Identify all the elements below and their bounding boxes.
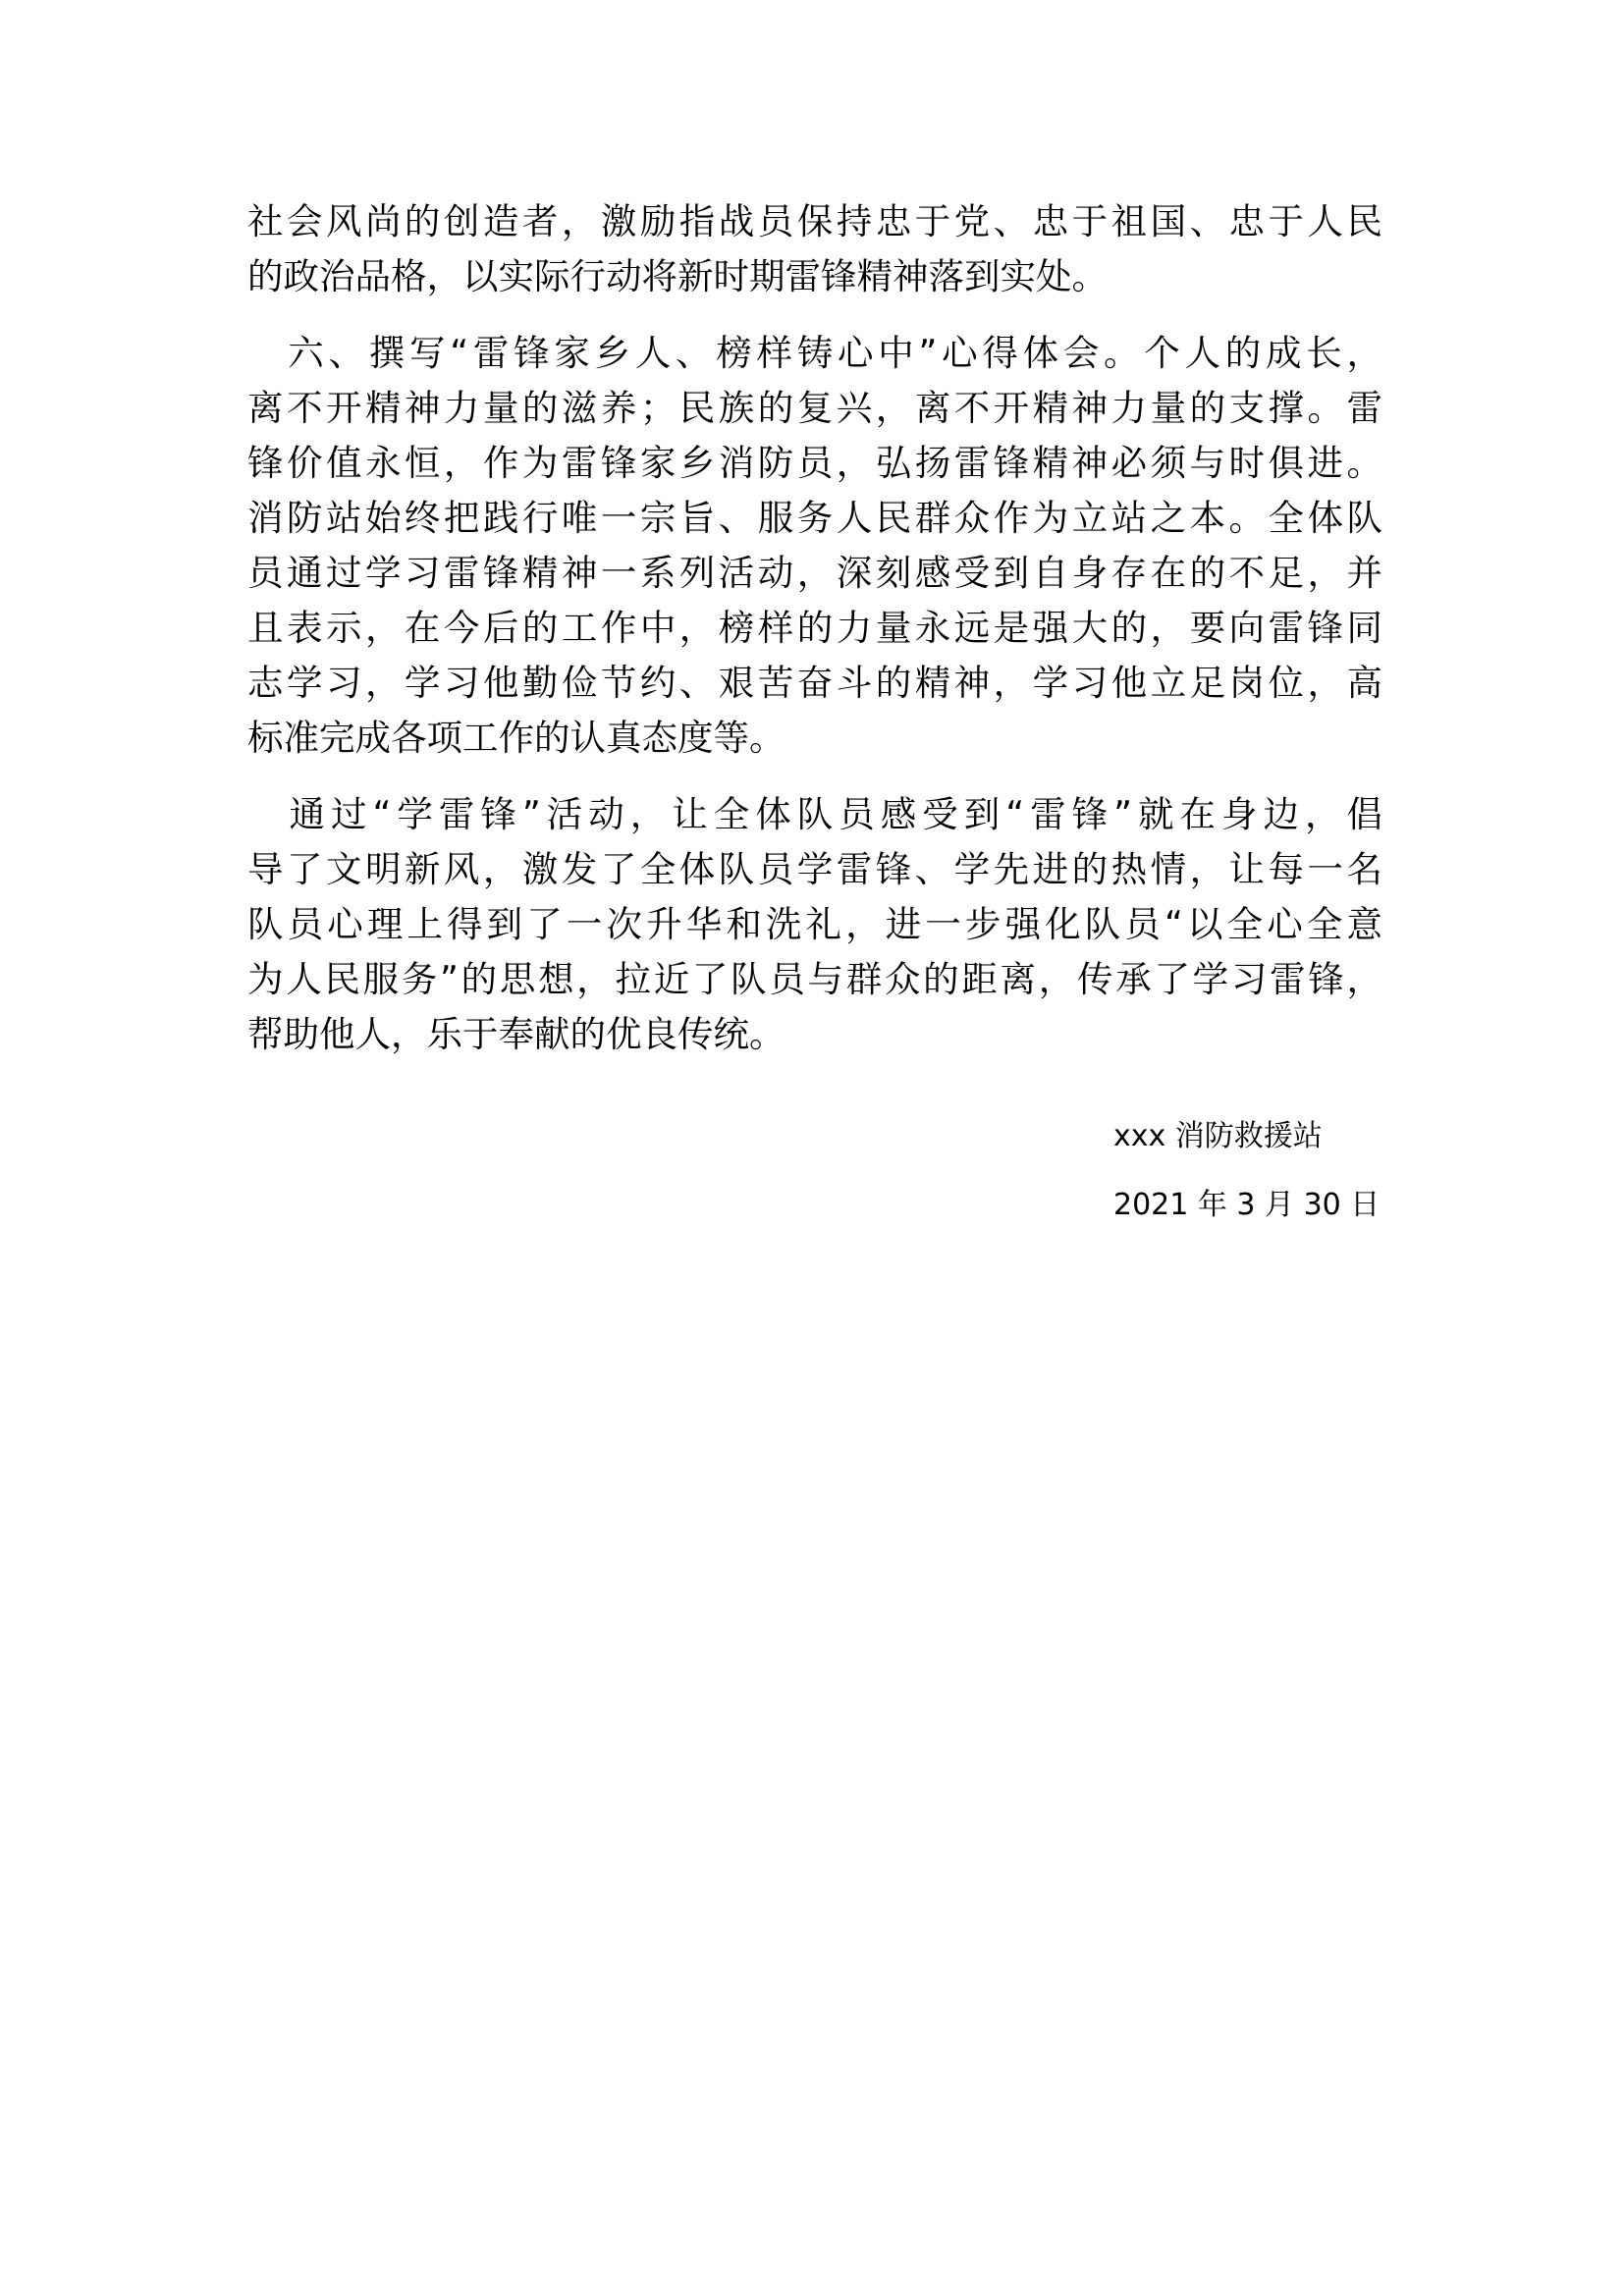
text-line: 通过“学雷锋”活动，让全体队员感受到“雷锋”就在身边，倡 (247, 793, 1382, 835)
text-line: 社会风尚的创造者，激励指战员保持忠于党、忠于祖国、忠于人民 (247, 200, 1382, 242)
text-line: 的政治品格，以实际行动将新时期雷锋精神落到实处。 (247, 255, 1108, 297)
text-line: 帮助他人，乐于奉献的优良传统。 (247, 1013, 785, 1055)
text-line: 六、撰写“雷锋家乡人、榜样铸心中”心得体会。个人的成长， (247, 332, 1382, 374)
text-line: 导了文明新风，激发了全体队员学雷锋、学先进的热情，让每一名 (247, 848, 1382, 890)
paragraph-conclusion (247, 787, 1382, 1062)
text-line: 志学习，学习他勤俭节约、艰苦奋斗的精神，学习他立足岗位，高 (247, 662, 1382, 704)
text-line: 锋价值永恒，作为雷锋家乡消防员，弘扬雷锋精神必须与时俱进。 (247, 442, 1382, 484)
text-line: 标准完成各项工作的认真态度等。 (247, 717, 785, 759)
text-line: 为人民服务”的思想，拉近了队员与群众的距离，传承了学习雷锋， (247, 958, 1382, 1000)
signature-organization: xxx 消防救援站 (1113, 1119, 1323, 1153)
text-line: 队员心理上得到了一次升华和洗礼，进一步强化队员“以全心全意 (247, 903, 1382, 945)
text-line: 员通过学习雷锋精神一系列活动，深刻感受到自身存在的不足，并 (247, 552, 1382, 594)
paragraph-continued (247, 194, 1382, 304)
text-line: 消防站始终把践行唯一宗旨、服务人民群众作为立站之本。全体队 (247, 497, 1382, 539)
text-line: 离不开精神力量的滋养；民族的复兴，离不开精神力量的支撑。雷 (247, 387, 1382, 429)
paragraph-item-six (247, 326, 1382, 766)
signature-date: 2021 年 3 月 30 日 (1113, 1188, 1380, 1222)
document-body (247, 194, 1382, 1062)
text-line: 且表示，在今后的工作中，榜样的力量永远是强大的，要向雷锋同 (247, 607, 1382, 649)
